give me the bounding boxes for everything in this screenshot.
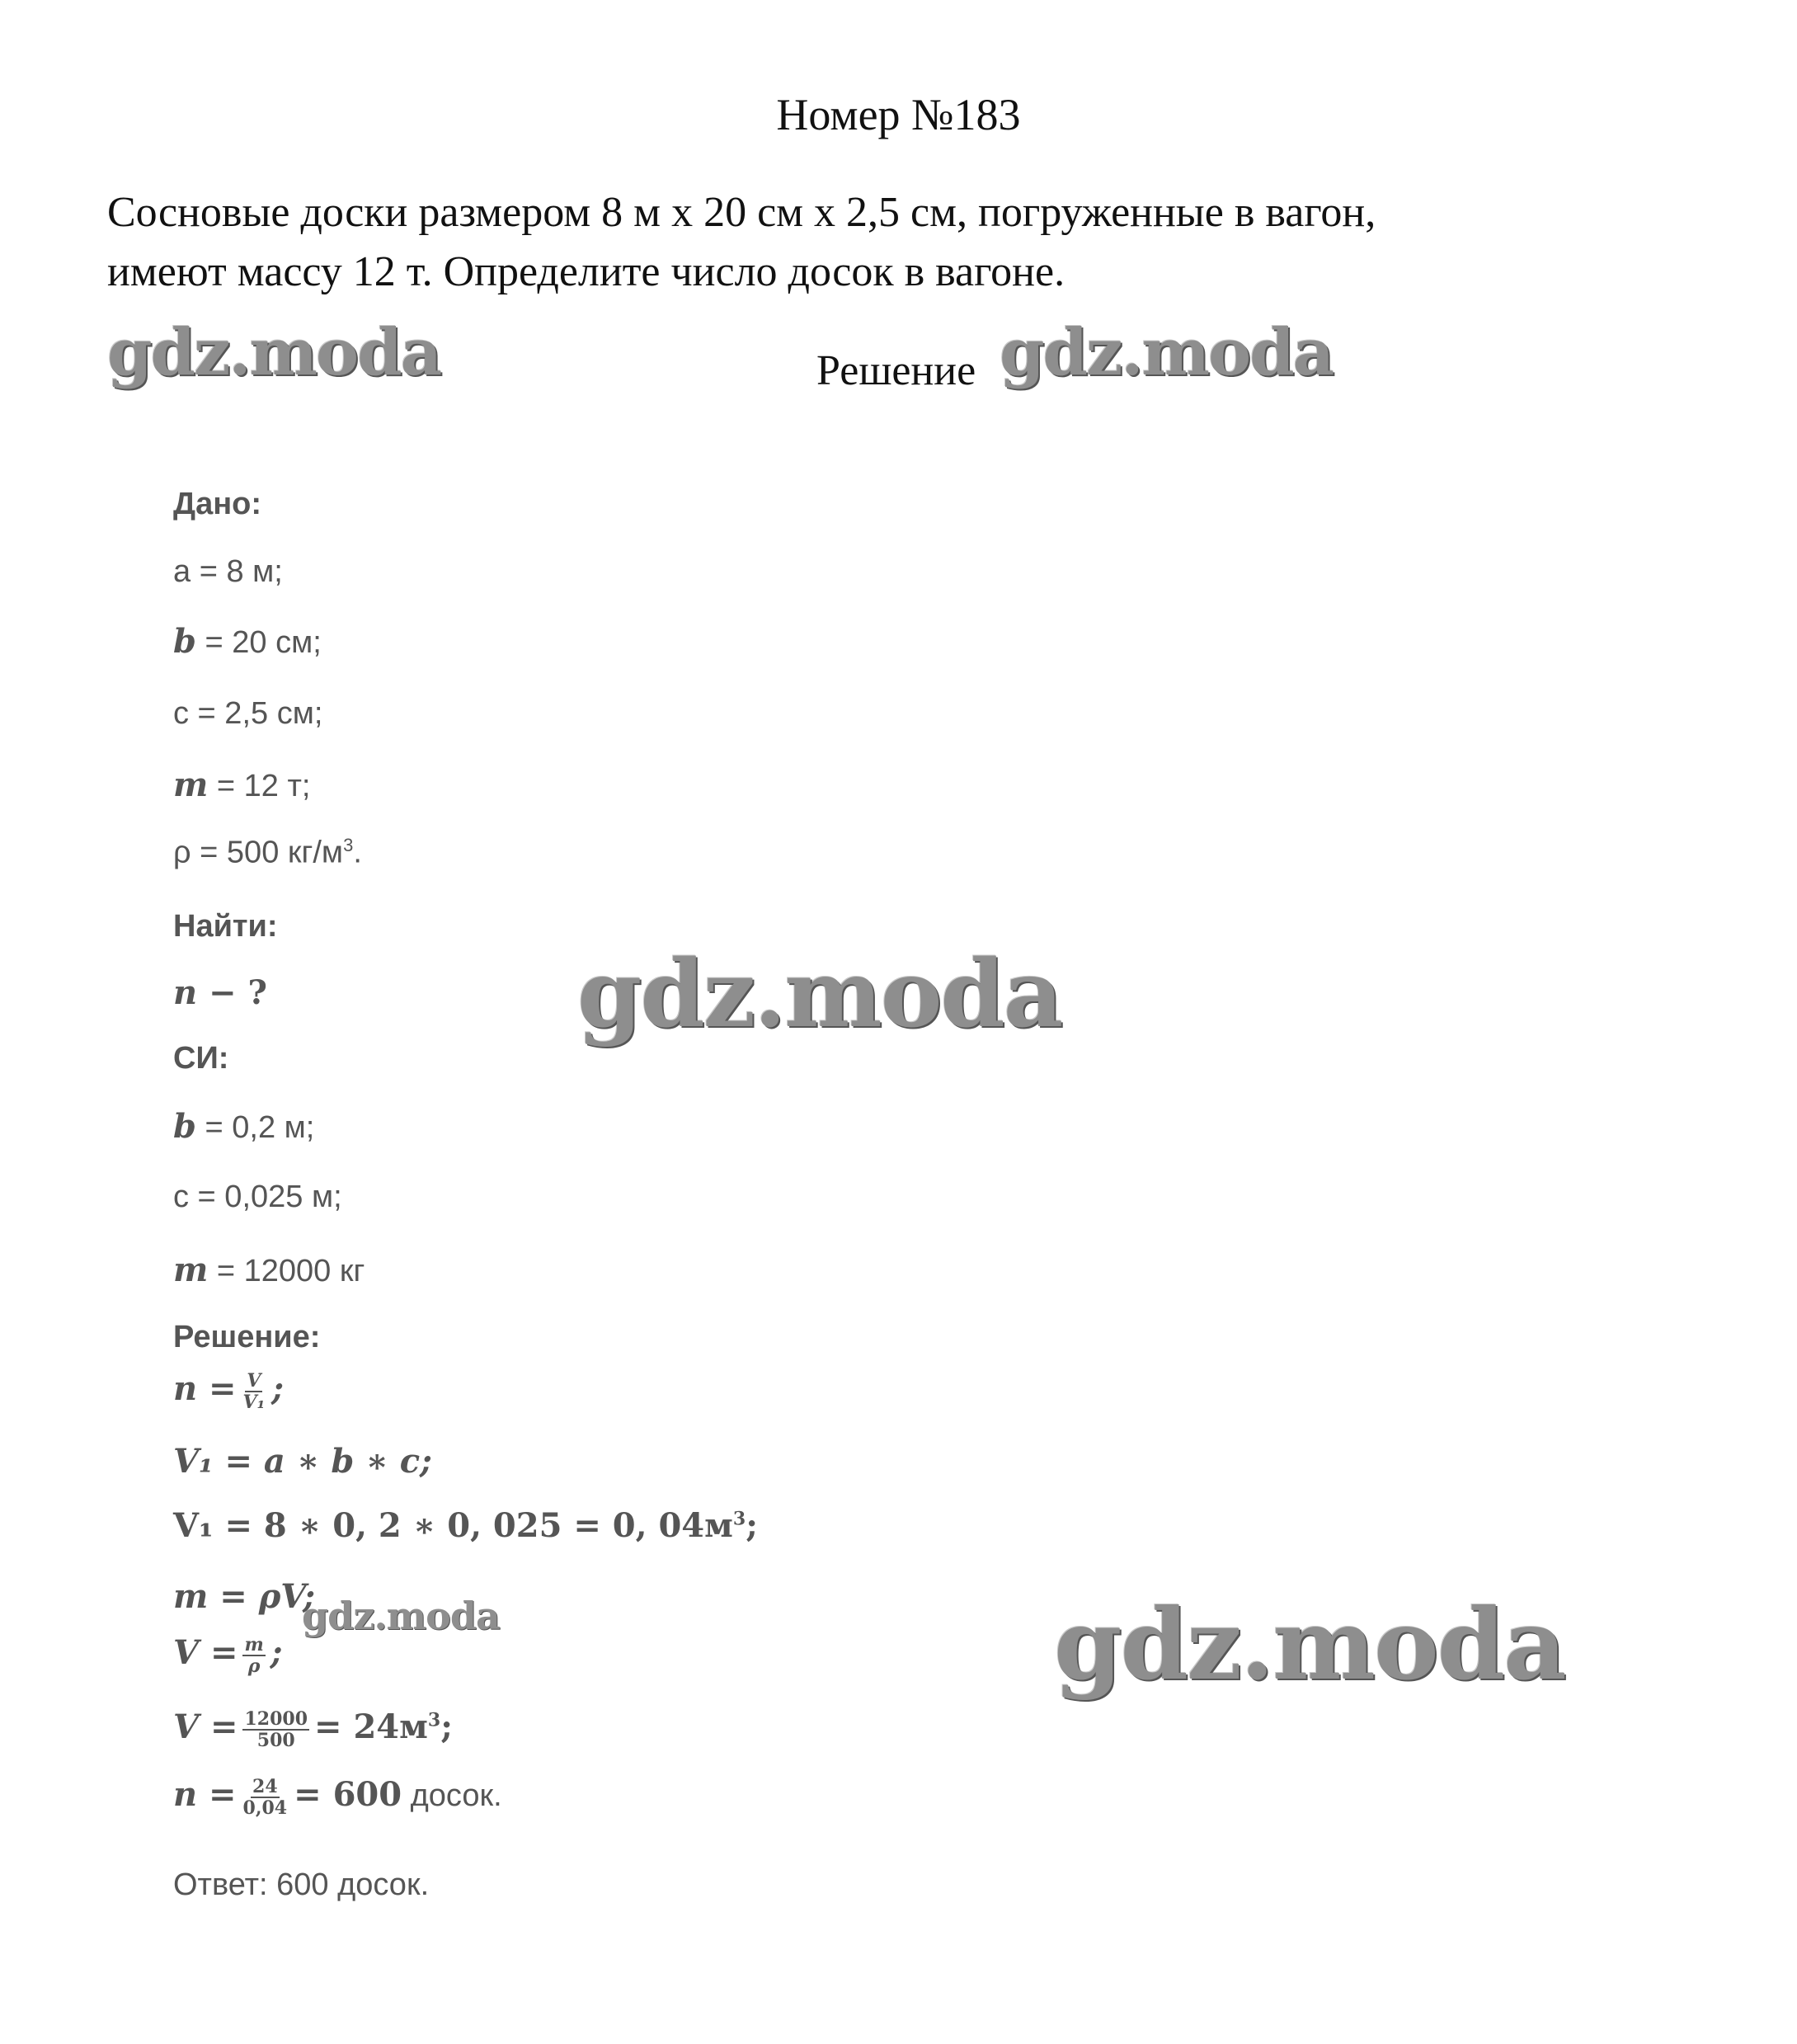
formula-exponent: 3: [732, 1508, 746, 1530]
formula-body: V₁ = 8 ∗ 0, 2 ∗ 0, 025 = 0, 04м: [173, 1506, 733, 1545]
formula-result: = 600: [294, 1775, 402, 1814]
m-si-value: = 12000 кг: [208, 1254, 365, 1288]
fraction-denominator: 500: [256, 1730, 295, 1751]
find-label: Найти:: [173, 909, 278, 944]
si-m: [173, 1250, 365, 1289]
m-symbol: m: [173, 765, 209, 804]
si-b: [173, 1107, 314, 1146]
formula-exponent: 3: [427, 1709, 441, 1731]
formula-mass: m = ρV;: [173, 1577, 316, 1616]
formula-unit: досок.: [402, 1778, 502, 1813]
formula-volume: [173, 1633, 283, 1676]
watermark-logo: gdz.moda: [577, 940, 1062, 1048]
formula-lhs: n =: [173, 1775, 237, 1814]
b-value: = 20 см;: [195, 625, 322, 660]
watermark-logo: gdz.moda: [1000, 315, 1334, 390]
formula-end: ;: [440, 1707, 453, 1746]
fraction: [242, 1635, 265, 1676]
formula-lhs: n =: [173, 1369, 237, 1408]
find-n: [173, 973, 267, 1012]
solution-label: Решение:: [173, 1320, 321, 1354]
n-symbol: n: [173, 973, 198, 1012]
b-symbol: b: [173, 1107, 196, 1146]
b-symbol: b: [173, 622, 196, 661]
formula-lhs: V =: [173, 1633, 238, 1672]
fraction-numerator: 24: [252, 1775, 278, 1797]
task-text-line-2: имеют массу 12 т. Определите число досок в вагоне.: [107, 248, 1065, 295]
formula-end: ;: [271, 1369, 285, 1408]
rho-end: .: [353, 835, 362, 870]
formula-n-calc: [173, 1775, 502, 1818]
fraction-denominator: 0,04: [242, 1797, 288, 1819]
fraction-numerator: 12000: [244, 1707, 308, 1730]
page-title: Номер №183: [776, 90, 1021, 139]
given-label: Дано:: [173, 487, 262, 521]
fraction-numerator: m: [244, 1633, 264, 1655]
watermark-logo: gdz.moda: [107, 315, 441, 390]
fraction-denominator: ρ: [247, 1655, 261, 1677]
formula-v1-def: V₁ = a ∗ b ∗ c;: [173, 1442, 432, 1481]
si-c: c = 0,025 м;: [173, 1180, 342, 1214]
given-b: [173, 622, 322, 661]
given-rho: [173, 835, 362, 871]
solution-heading: Решение: [816, 347, 976, 394]
task-text-line-1: Сосновые доски размером 8 м х 20 см х 2,5 см, погруженные в вагон,: [107, 189, 1376, 236]
m-value: = 12 т;: [208, 769, 311, 803]
n-question: − ?: [197, 973, 267, 1012]
fraction: [242, 1709, 309, 1750]
formula-end: ;: [270, 1633, 283, 1672]
rho-exponent: 3: [343, 835, 354, 855]
formula-end: ;: [746, 1506, 758, 1545]
formula-lhs: V =: [173, 1707, 238, 1746]
formula-volume-calc: [173, 1707, 453, 1750]
watermark-logo: gdz.moda: [1054, 1587, 1565, 1702]
fraction-numerator: V: [247, 1369, 261, 1392]
given-c: c = 2,5 см;: [173, 696, 323, 731]
fraction: [242, 1371, 267, 1412]
answer: Ответ: 600 досок.: [173, 1867, 430, 1902]
watermark-logo: gdz.moda: [302, 1594, 500, 1638]
formula-result: = 24м: [314, 1707, 428, 1746]
fraction-denominator: V₁: [242, 1392, 266, 1413]
si-label: СИ:: [173, 1041, 229, 1076]
given-a: a = 8 м;: [173, 554, 283, 589]
given-m: [173, 765, 310, 804]
b-si-value: = 0,2 м;: [195, 1110, 315, 1145]
m-symbol: m: [173, 1250, 209, 1289]
formula-n-ratio: [173, 1369, 284, 1412]
fraction: [242, 1777, 289, 1818]
formula-v1-calc: [173, 1506, 758, 1545]
rho-value: ρ = 500 кг/м: [173, 835, 344, 870]
